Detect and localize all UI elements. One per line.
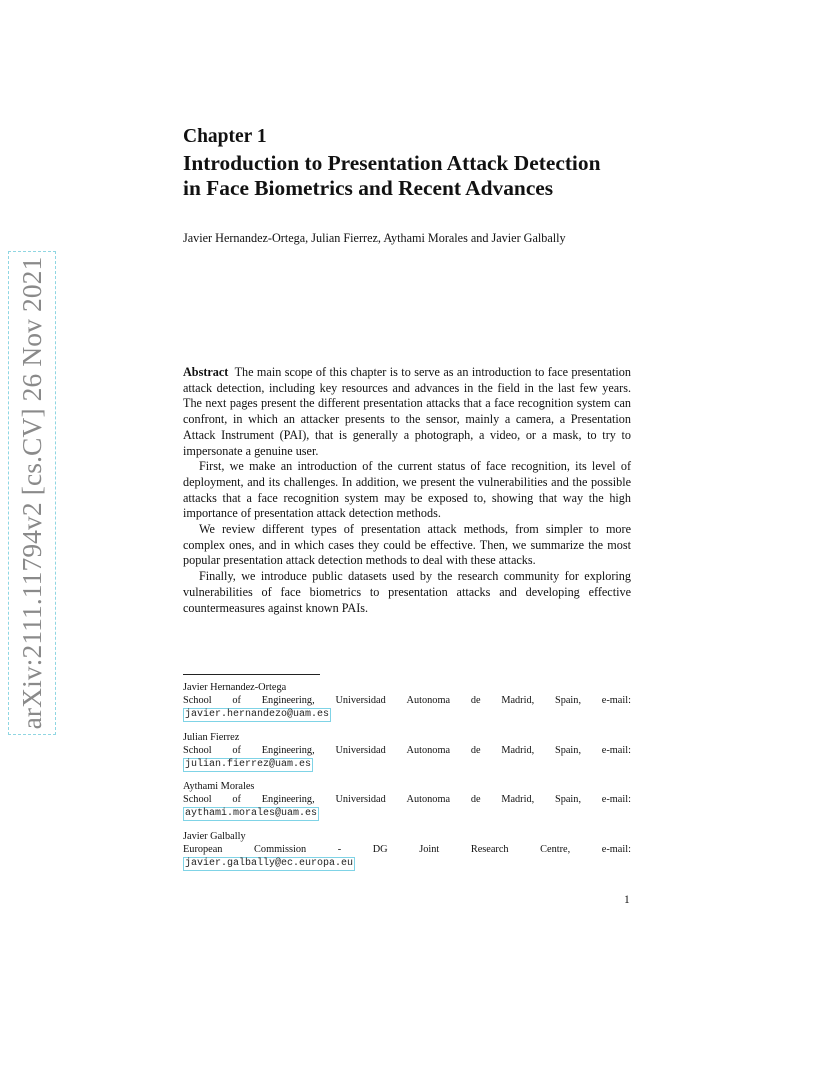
affiliation-word: Universidad <box>335 744 386 756</box>
affiliation-word: Universidad <box>335 794 386 806</box>
abstract-paragraph <box>183 365 631 459</box>
affiliation-word: Spain, <box>554 695 582 706</box>
email-link[interactable]: javier.hernandezo@uam.es <box>185 709 330 720</box>
affiliation-word: Autonoma <box>406 695 451 706</box>
affiliation-block <box>183 731 631 772</box>
email-link[interactable]: javier.galbally@ec.europa.eu <box>185 857 354 869</box>
affiliation-word: Madrid, <box>501 744 535 756</box>
affiliation-block <box>183 780 631 821</box>
affiliation-word: School <box>183 794 212 806</box>
affiliations <box>183 681 631 879</box>
page-number: 1 <box>624 894 630 906</box>
affiliation-word: School <box>183 744 212 756</box>
affiliation-word: School <box>183 695 212 706</box>
footnote-divider <box>183 674 320 675</box>
affiliation-word: Engineering, <box>261 794 315 806</box>
affiliation-word: Madrid, <box>501 695 535 706</box>
affiliation-word: DG <box>372 843 388 855</box>
affiliation-email-row <box>183 707 631 722</box>
affiliation-word: - <box>337 843 342 855</box>
affiliation-word: Autonoma <box>406 744 451 756</box>
affiliation-word: de <box>470 794 481 806</box>
chapter-title-line: Introduction to Presentation Attack Detection <box>183 151 601 175</box>
abstract-paragraph: Finally, we introduce public datasets used by the research community for exploring vulnerabilities of face biometrics to presentation attacks and developing effective countermeasures against known PAIs. <box>183 569 631 615</box>
affiliation-word: Engineering, <box>261 695 315 706</box>
arxiv-identifier: arXiv:2111.11794v2 [cs.CV] 26 Nov 2021 <box>16 256 47 730</box>
affiliation-word: Universidad <box>335 695 386 706</box>
affiliation-block <box>183 830 631 871</box>
abstract-heading: Abstract <box>183 365 229 379</box>
affiliation-institution <box>183 843 631 856</box>
email-link[interactable]: aythami.morales@uam.es <box>185 808 318 820</box>
affiliation-word: e-mail: <box>601 843 631 855</box>
affiliation-institution <box>183 694 631 707</box>
affiliation-word: e-mail: <box>601 744 631 756</box>
affiliation-author-name: Javier Hernandez-Ortega <box>183 682 287 693</box>
abstract <box>183 365 631 616</box>
affiliation-author-name: Aythami Morales <box>183 781 255 793</box>
affiliation-word: Madrid, <box>501 794 535 806</box>
email-link[interactable]: julian.fierrez@uam.es <box>185 758 312 770</box>
affiliation-word: e-mail: <box>601 695 631 706</box>
affiliation-word: de <box>470 744 481 756</box>
affiliation-word: Centre, <box>540 843 571 855</box>
affiliation-institution <box>183 744 631 757</box>
affiliation-word: Spain, <box>554 744 582 756</box>
affiliation-email-row <box>183 757 631 772</box>
author-list: Javier Hernandez-Ortega, Julian Fierrez, Aythami Morales and Javier Galbally <box>183 231 566 245</box>
affiliation-word: Autonoma <box>406 794 451 806</box>
affiliation-word: Spain, <box>554 794 582 806</box>
affiliation-word: of <box>232 794 241 806</box>
affiliation-block <box>183 681 631 722</box>
affiliation-word: of <box>232 744 241 756</box>
affiliation-word: Research <box>470 843 509 855</box>
affiliation-email-row <box>183 856 631 871</box>
affiliation-word: e-mail: <box>601 794 631 806</box>
affiliation-word: of <box>232 695 241 706</box>
abstract-paragraph-text: The main scope of this chapter is to serve as an introduction to face presentation attack detection, including key resources and advances in the field in the last few years. The next pages present the different presentation attacks that a face recognition system can confront, in which an attacker presents to the sensor, mainly a camera, a Presentation Attack Instrument (PAI), that is generally a photograph, a video, or a mask, to try to impersonate a genuine user. <box>183 365 631 458</box>
chapter-label: Chapter 1 <box>183 126 267 147</box>
abstract-paragraph: First, we make an introduction of the current status of face recognition, its level of deployment, and its challenges. In addition, we present the vulnerabilities and the possible attacks that a face recognition system may be exposed to, showing that way the high importance of presentation attack detection methods. <box>183 459 631 521</box>
chapter-title-line: in Face Biometrics and Recent Advances <box>183 176 554 200</box>
affiliation-email-row <box>183 806 631 821</box>
arxiv-stamp[interactable] <box>8 251 56 735</box>
chapter-title <box>183 151 663 201</box>
affiliation-word: Joint <box>419 843 440 855</box>
abstract-paragraph: We review different types of presentation attack methods, from simpler to more complex ones, and in which cases they could be effective. Then, we summarize the most popular presentation attack detection methods to deal with these attacks. <box>183 522 631 568</box>
affiliation-word: Commission <box>254 843 307 855</box>
affiliation-word: de <box>470 695 481 706</box>
affiliation-author-name: Javier Galbally <box>183 830 246 842</box>
affiliation-word: Engineering, <box>261 744 315 756</box>
affiliation-institution <box>183 793 631 806</box>
affiliation-word: European <box>183 843 223 855</box>
affiliation-author-name: Julian Fierrez <box>183 731 240 743</box>
